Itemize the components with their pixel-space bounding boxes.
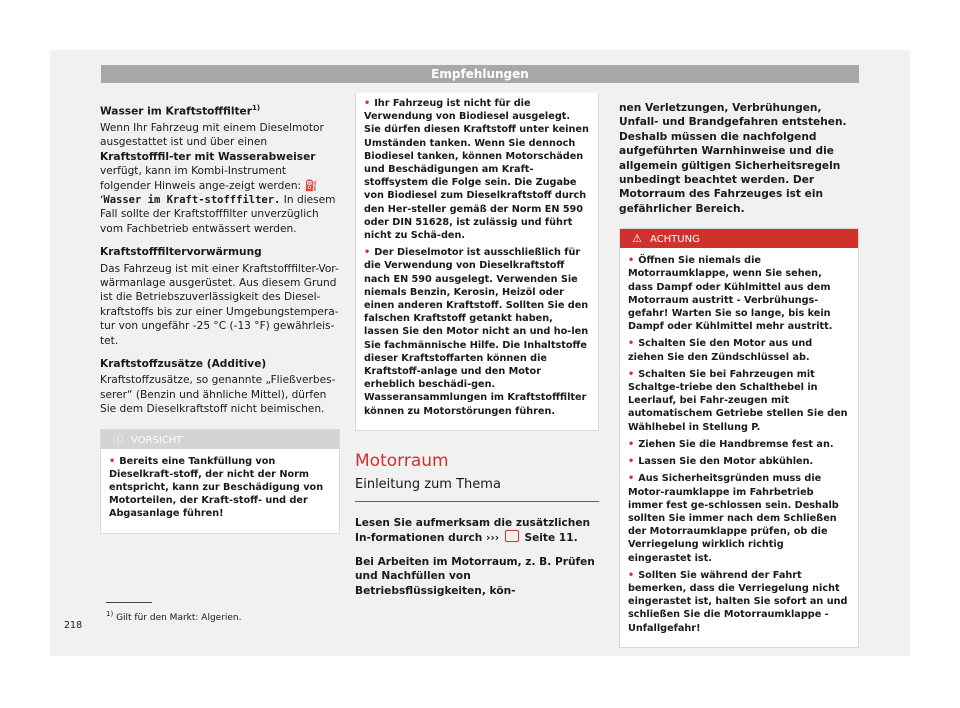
vorsicht-body: • Bereits eine Tankfüllung von Dieselkraft-stoff, der nicht der Norm entspricht, kann zur Beschädigung von Motorteilen, der Kraft-stoff- und der Abgasanlage führen! <box>109 455 324 520</box>
footnote-divider <box>106 602 152 603</box>
page-link[interactable]: Seite 11. <box>520 532 578 545</box>
section-title-motorraum: Motorraum <box>355 450 449 471</box>
info-icon: ⓘ <box>112 432 124 446</box>
fuel-water-icon: ⛽ʻ <box>100 179 318 206</box>
vorsicht-header: ⓘ VORSICHT <box>101 430 339 449</box>
biodiesel-note-body <box>356 93 598 430</box>
vorsicht-box <box>100 429 340 534</box>
section-header: Empfehlungen <box>101 65 859 83</box>
biodiesel-note-box <box>355 93 599 431</box>
warning-icon: ⚠ <box>632 232 642 246</box>
paragraph-water-filter: Wenn Ihr Fahrzeug mit einem Dieselmotor ausgestattet ist und über einen Kraftstofffil-ter mit Wasserabweiser verfügt, kann im Kombi-Instrument folgender Hinweis ange-zeigt werden: ⛽ʻWasser im Kraft-stofffilter. In diesem Fall sollte der Kraftstofffilter unverzüglich vom Fachbetrieb entwässert werden. <box>100 121 336 235</box>
list-item: • Der Dieselmotor ist ausschließlich für die Verwendung von Dieselkraftstoff nach EN 590 ausgelegt. Verwenden Sie niemals Benzin, Kerosin, Heizöl oder einen anderen Kraftstoff. Sollten Sie den falschen Kraftstoff getankt haben, lassen Sie den Motor nicht an und ho-len Sie fachmännische Hilfe. Die Inhaltstoffe dieser Kraftstoffarten können die Kraftstoff-anlage und den Motor erheblich beschädi-gen. Wasseransammlungen im Kraftstofffilter können zu Motorstörungen führen. <box>364 247 589 417</box>
achtung-box <box>619 228 859 647</box>
list-item: • Schalten Sie den Motor aus und ziehen Sie den Zündschlüssel ab. <box>628 338 813 363</box>
subtitle-einleitung: Einleitung zum Thema <box>355 477 599 502</box>
list-item: • Aus Sicherheitsgründen muss die Motor-raumklappe im Fahrbetrieb immer fest ge-schlossen sein. Deshalb sollten Sie immer nach dem Schließen der Motorraumklappe prüfen, ob die Verriegelung wirklich richtig eingerastet ist. <box>628 473 839 564</box>
heading-filter-preheating: Kraftstofffiltervorwärmung <box>100 246 262 259</box>
paragraph-dangers: nen Verletzungen, Verbrühungen, Unfall- und Brandgefahren entstehen. Deshalb müssen die nachfolgend aufgeführten Warnhinweise und die allgemein gültigen Sicherheitsregeln unbedingt beachtet werden. Der Motorraum des Fahrzeuges ist ein gefährlicher Bereich. <box>619 102 847 215</box>
heading-additives: Kraftstoffzusätze (Additive) <box>100 358 267 371</box>
list-item: • Schalten Sie bei Fahrzeugen mit Schaltge-triebe den Schalthebel in Leerlauf, bei Fahr-zeugen mit automatischem Getriebe stellen Sie den Wählhebel in Stellung P. <box>628 368 848 433</box>
heading-water-filter: Wasser im Kraftstofffilter$^{1)}$ <box>100 104 261 118</box>
column-right <box>619 93 859 648</box>
list-item: • Ziehen Sie die Handbremse fest an. <box>628 438 834 450</box>
paragraph-additives: Kraftstoffzusätze, so genannte „Fließverbes-serer“ (Benzin und ähnliche Mittel), dürfen Sie dem Dieselkraftstoff nicht beimischen. <box>100 374 336 416</box>
column-left <box>100 93 340 534</box>
paragraph-read-info: Lesen Sie aufmerksam die zusätzlichen In-formationen durch ››› Seite 11. <box>355 516 591 545</box>
list-item: • Ihr Fahrzeug ist nicht für die Verwendung von Biodiesel ausgelegt. Sie dürfen diesen Kraftstoff unter keinen Umständen tanken. Wenn Sie dennoch Biodiesel tanken, können Motorschäden und Beschädigungen am Kraft-stoffsystem die Folge sein. Die Zugabe von Biodiesel zum Dieselkraftstoff durch den Her-steller gemäß der Norm EN 590 oder DIN 51628, ist zulässig und führt nicht zu Schä-den. <box>364 98 589 242</box>
list-item: • Öffnen Sie niemals die Motorraumklappe, wenn Sie sehen, dass Dampf oder Kühlmittel aus dem Motorraum austritt - Verbrühungs-gefahr! Warten Sie so lange, bis kein Dampf oder Kühlmittel mehr austritt. <box>628 255 833 333</box>
achtung-body <box>620 248 858 646</box>
page-content <box>92 93 859 633</box>
list-item: • Lassen Sie den Motor abkühlen. <box>628 456 814 468</box>
column-middle <box>355 93 599 607</box>
list-item: • Sollten Sie während der Fahrt bemerken, dass die Verriegelung nicht eingerastet ist, halten Sie sofort an und schließen Sie die Motorraumklappe - Unfallgefahr! <box>628 569 848 634</box>
paragraph-filter-preheating: Das Fahrzeug ist mit einer Kraftstofffilter-Vor-wärmanlage ausgerüstet. Aus diesem Grund ist die Betriebszuverlässigkeit des Diesel-kraftstoffs bis zur einer Umgebungstempera-tur von ungefähr -25 °C (-13 °F) gewährleis-tet. <box>100 262 339 347</box>
book-icon <box>505 530 519 542</box>
page-number: 218 <box>64 620 83 631</box>
achtung-header: ⚠ ACHTUNG <box>620 229 858 248</box>
footnote: $^{1)}$ Gilt für den Markt: Algerien. <box>106 610 242 623</box>
paragraph-engine-work: Bei Arbeiten im Motorraum, z. B. Prüfen und Nachfüllen von Betriebsflüssigkeiten, kön- <box>355 555 595 597</box>
